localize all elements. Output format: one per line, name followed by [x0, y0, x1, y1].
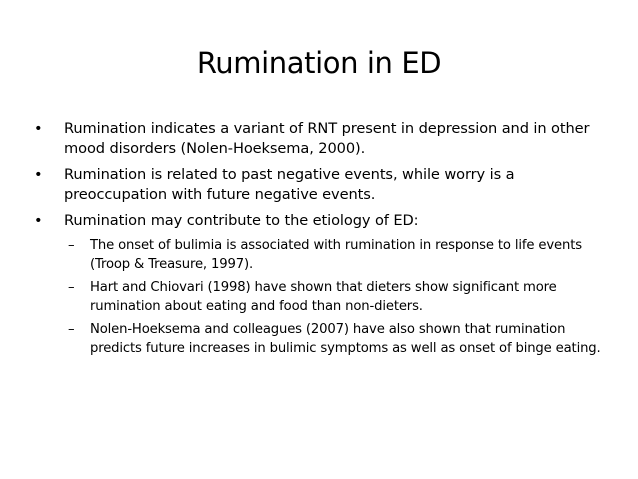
sub-bullet-item: [34, 237, 609, 274]
sub-bullet-item: [34, 279, 609, 316]
bullet-text: Rumination indicates a variant of RNT present in depression and in other mood disorders (Nolen-Hoeksema, 2000).: [64, 120, 590, 157]
bullet-text: Rumination may contribute to the etiology of ED:: [64, 212, 419, 229]
bullet-marker: •: [34, 120, 43, 137]
bullet-item: [34, 165, 609, 205]
slide-title: Rumination in ED: [196, 46, 442, 80]
bullet-item: [34, 211, 609, 231]
sub-bullet-text: The onset of bulimia is associated with rumination in response to life events (Troop & Treasure, 1997).: [90, 238, 582, 272]
sub-bullet-text: Nolen-Hoeksema and colleagues (2007) have also shown that rumination predicts future increases in bulimic symptoms as well as onset of binge eating.: [90, 322, 601, 356]
slide-body: [34, 119, 609, 363]
bullet-marker: •: [34, 166, 43, 183]
sub-bullet-marker: –: [68, 238, 75, 253]
sub-bullet-marker: –: [68, 280, 75, 295]
bullet-marker: •: [34, 212, 43, 229]
bullet-text: Rumination is related to past negative events, while worry is a preoccupation with future negative events.: [64, 166, 515, 203]
sub-bullet-item: [34, 321, 609, 358]
sub-bullet-marker: –: [68, 322, 75, 337]
bullet-item: [34, 119, 609, 159]
sub-bullet-text: Hart and Chiovari (1998) have shown that dieters show significant more rumination about eating and food than non-dieters.: [90, 280, 557, 314]
